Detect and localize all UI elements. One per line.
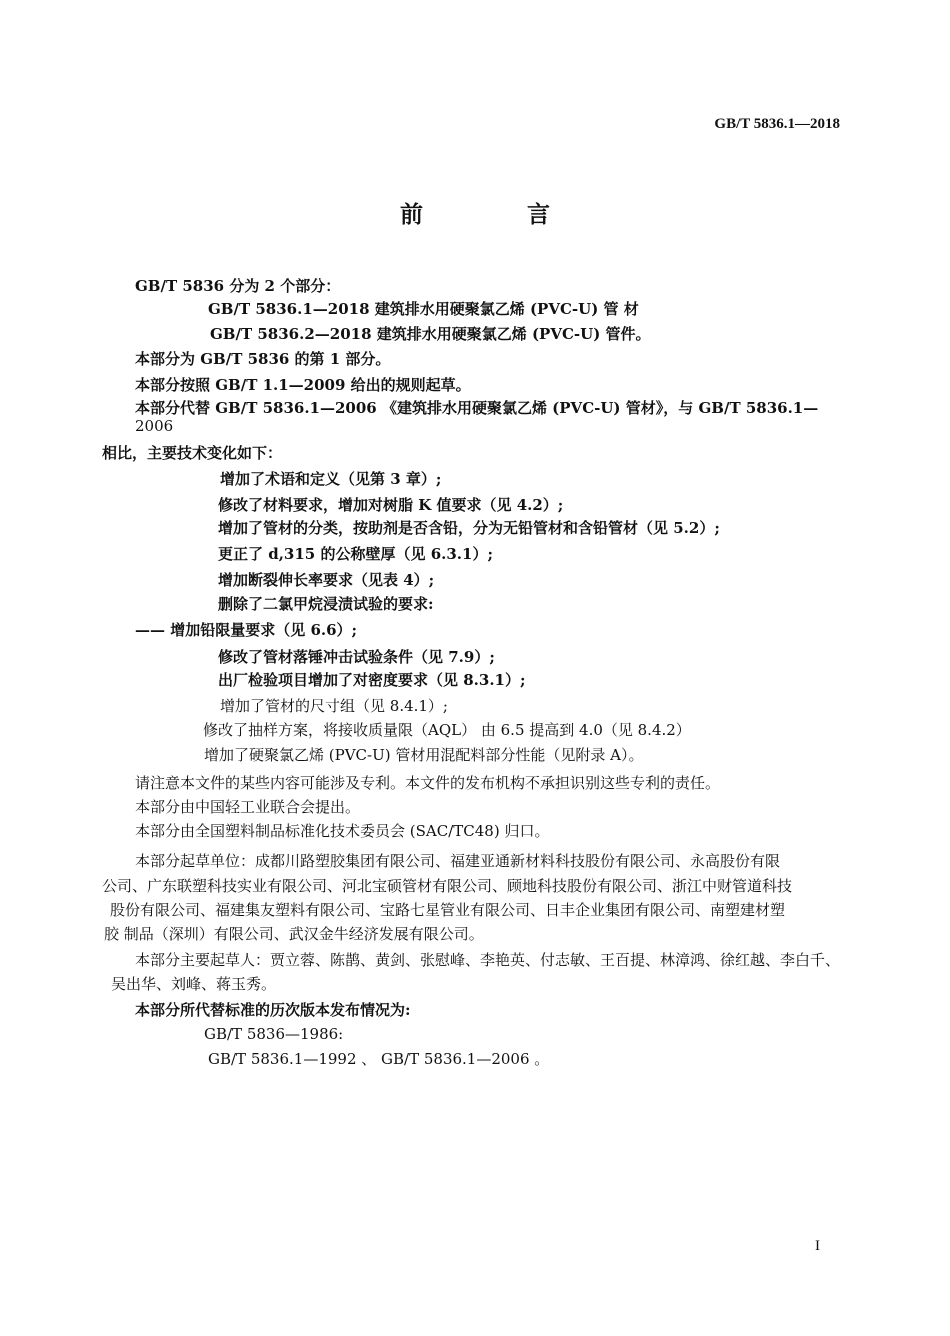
part-1-line: GB/T 5836.1—2018 建筑排水用硬聚氯乙烯 (PVC-U) 管 材 xyxy=(208,300,639,318)
change-item: 删除了二氯甲烷浸渍试验的要求: xyxy=(218,595,434,613)
drafting-units: 本部分起草单位：成都川路塑胶集团有限公司、福建亚通新材料科技股份有限公司、永高股份有限 xyxy=(135,852,781,870)
history-intro: 本部分所代替标准的历次版本发布情况为: xyxy=(135,1001,411,1019)
change-item: —— 增加铅限量要求（见 6.6）; xyxy=(135,621,358,639)
parts-intro: GB/T 5836 分为 2 个部分： xyxy=(135,277,341,295)
change-item: 增加了硬聚氯乙烯 (PVC-U) 管材用混配料部分性能（见附录 A）。 xyxy=(204,746,644,764)
page-title: 前 言 xyxy=(399,201,598,228)
drafting-units: 公司、广东联塑科技实业有限公司、河北宝硕管材有限公司、顾地科技股份有限公司、浙江中财管道科技 xyxy=(102,877,793,895)
change-item: 增加了术语和定义（见第 3 章）; xyxy=(220,470,442,488)
drafters: 本部分主要起草人：贾立蓉、陈鹊、黄剑、张慰峰、李艳英、付志敏、王百提、林漳鸿、徐红越、李白千、 xyxy=(135,951,841,969)
document-code-header: GB/T 5836.1—2018 xyxy=(714,116,840,132)
change-item: 增加断裂伸长率要求（见表 4）; xyxy=(218,571,435,589)
change-item: 更正了 d,315 的公称壁厚（见 6.3.1）; xyxy=(218,545,493,563)
patent-notice: 请注意本文件的某些内容可能涉及专利。本文件的发布机构不承担识别这些专利的责任。 xyxy=(135,774,721,792)
part-statement: 本部分为 GB/T 5836 的第 1 部分。 xyxy=(135,350,391,368)
replacement-year: 2006 xyxy=(135,417,174,435)
history-item: GB/T 5836—1986: xyxy=(204,1025,344,1043)
change-item: 增加了管材的分类，按助剂是否含铅，分为无铅管材和含铅管材（见 5.2）; xyxy=(218,519,720,537)
part-2-line: GB/T 5836.2—2018 建筑排水用硬聚氯乙烯 (PVC-U) 管件。 xyxy=(210,325,651,343)
change-item: 修改了管材落锤冲击试验条件（见 7.9）; xyxy=(218,648,495,666)
change-item: 增加了管材的尺寸组（见 8.4.1）; xyxy=(220,697,448,715)
change-item: 修改了抽样方案，将接收质量限（AQL） 由 6.5 提高到 4.0（见 8.4.2） xyxy=(203,721,691,739)
drafting-rule: 本部分按照 GB/T 1.1—2009 给出的规则起草。 xyxy=(135,376,471,394)
change-item: 出厂检验项目增加了对密度要求（见 8.3.1）; xyxy=(218,671,526,689)
drafters: 吴出华、刘峰、蒋玉秀。 xyxy=(111,975,277,993)
changes-intro: 相比，主要技术变化如下： xyxy=(102,444,283,462)
committee-line: 本部分由全国塑料制品标准化技术委员会 (SAC/TC48) 归口。 xyxy=(135,822,550,840)
history-item: GB/T 5836.1—1992 、 GB/T 5836.1—2006 。 xyxy=(208,1050,550,1068)
proposer-line: 本部分由中国轻工业联合会提出。 xyxy=(135,798,361,816)
drafting-units: 股份有限公司、福建集友塑料有限公司、宝路七星管业有限公司、日丰企业集团有限公司、南塑建材塑 xyxy=(110,901,786,919)
page-number: I xyxy=(815,1238,820,1254)
replacement-line: 本部分代替 GB/T 5836.1—2006 《建筑排水用硬聚氯乙烯 (PVC-U) 管材》，与 GB/T 5836.1— xyxy=(135,399,819,417)
drafting-units: 胶 制品（深圳）有限公司、武汉金牛经济发展有限公司。 xyxy=(104,925,484,943)
change-item: 修改了材料要求，增加对树脂 K 值要求（见 4.2）; xyxy=(218,496,564,514)
